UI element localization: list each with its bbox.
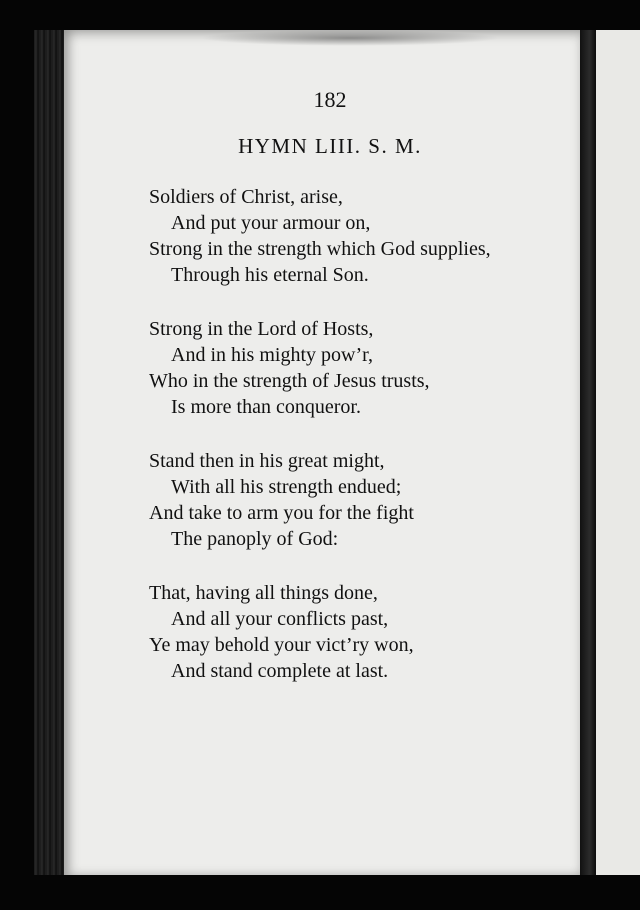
hymn-line: And all your conflicts past,: [171, 608, 389, 630]
hymn-line: Ye may behold your vict’ry won,: [149, 634, 414, 656]
hymn-line: Through his eternal Son.: [171, 264, 369, 286]
stanza-3: [149, 448, 569, 552]
hymn-line: Strong in the strength which God supplies,: [149, 238, 491, 260]
stanza-1: [149, 184, 569, 288]
hymn-line: Stand then in his great might,: [149, 450, 385, 472]
hymn-line: The panoply of God:: [171, 528, 339, 550]
page-number: 182: [313, 87, 347, 112]
hymn-line: And in his mighty pow’r,: [171, 344, 373, 366]
stanza-2: [149, 316, 569, 420]
stanza-4: [149, 580, 569, 684]
hymn-line: That, having all things done,: [149, 582, 378, 604]
hymn-line: Strong in the Lord of Hosts,: [149, 318, 374, 340]
hymn-text: [149, 184, 569, 712]
hymn-title: HYMN LIII. S. M.: [238, 134, 422, 158]
hymn-line: And put your armour on,: [171, 212, 371, 234]
hymn-line: Is more than conqueror.: [171, 396, 361, 418]
hymn-line: Who in the strength of Jesus trusts,: [149, 370, 430, 392]
page-smudge: [200, 30, 500, 46]
hymn-line: With all his strength endued;: [171, 476, 402, 498]
hymn-line: Soldiers of Christ, arise,: [149, 186, 343, 208]
hymn-line: And take to arm you for the fight: [149, 502, 414, 524]
hymn-line: And stand complete at last.: [171, 660, 389, 682]
